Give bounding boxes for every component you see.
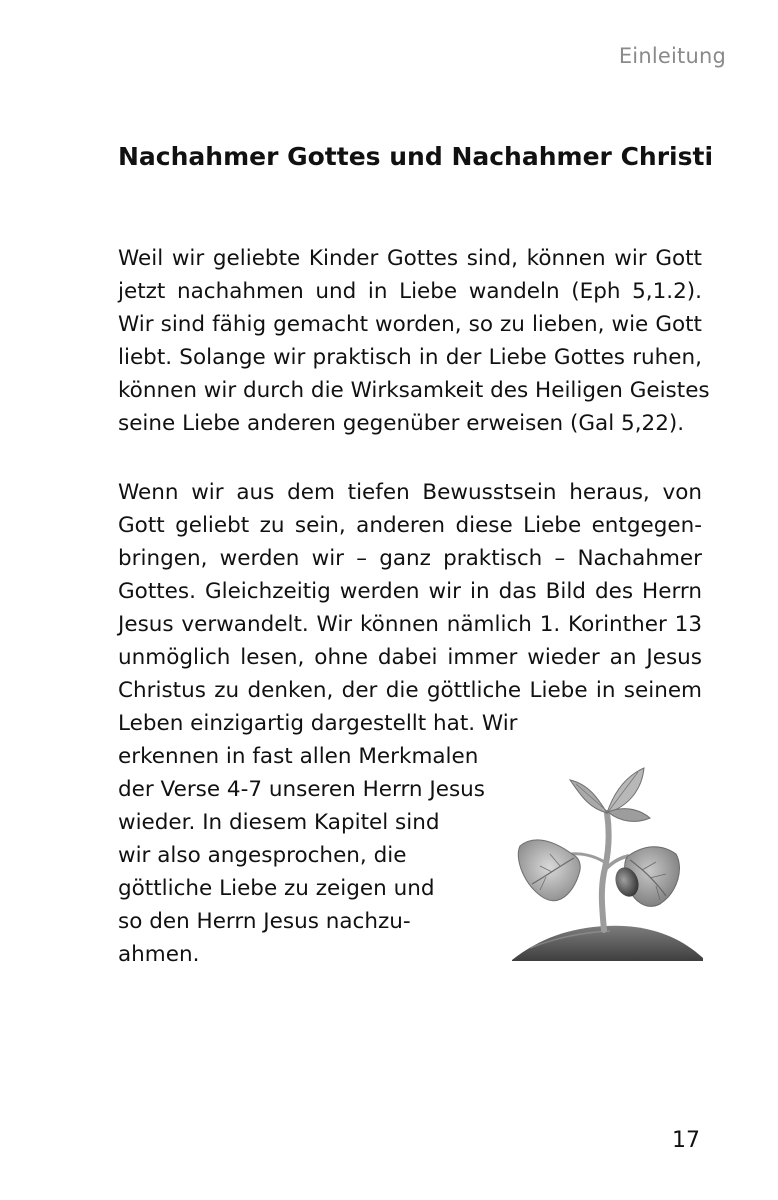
seedling-illustration [510,758,705,963]
paragraph-1 [118,242,710,440]
paragraph-2 [118,476,702,707]
paragraph-line: unmöglich lesen, ohne dabei immer wieder an Jesus [118,645,702,670]
paragraph-line: Wir sind fähig gemacht worden, so zu lieben, wie Gott [118,312,702,337]
paragraph-line: bringen, werden wir – ganz praktisch – Nachahmer [118,546,702,571]
paragraph-line: erkennen in fast allen Merkmalen [118,744,479,769]
paragraph-line: wir also angesprochen, die [118,843,407,868]
paragraph-line: ahmen. [118,942,200,967]
paragraph-line: liebt. Solange wir praktisch in der Liebe Gottes ruhen, [118,345,702,370]
paragraph-line: Leben einzigartig dargestellt hat. Wir [118,711,518,736]
paragraph-line: seine Liebe anderen gegenüber erweisen (Gal 5,22). [118,411,685,436]
paragraph-2-wrapped [118,707,518,971]
paragraph-line: Weil wir geliebte Kinder Gottes sind, können wir Gott [118,246,702,271]
page-number: 17 [672,1128,700,1153]
paragraph-line: der Verse 4-7 unseren Herrn Jesus [118,777,485,802]
paragraph-line: Wenn wir aus dem tiefen Bewusstsein heraus, von [118,480,702,505]
paragraph-line: jetzt nachahmen und in Liebe wandeln (Eph 5,1.2). [118,279,702,304]
section-title: Nachahmer Gottes und Nachahmer Christi [118,142,714,171]
paragraph-line: göttliche Liebe zu zeigen und [118,876,435,901]
paragraph-line: können wir durch die Wirksamkeit des Heiligen Geistes [118,378,710,403]
paragraph-line: so den Herrn Jesus nachzu- [118,909,411,934]
paragraph-line: Christus zu denken, der die göttliche Liebe in seinem [118,678,702,703]
paragraph-line: Gott geliebt zu sein, anderen diese Liebe entgegen- [118,513,702,538]
paragraph-line: wieder. In diesem Kapitel sind [118,810,440,835]
paragraph-line: Gottes. Gleichzeitig werden wir in das Bild des Herrn [118,579,702,604]
running-head: Einleitung [618,44,726,68]
paragraph-line: Jesus verwandelt. Wir können nämlich 1. Korinther 13 [118,612,702,637]
